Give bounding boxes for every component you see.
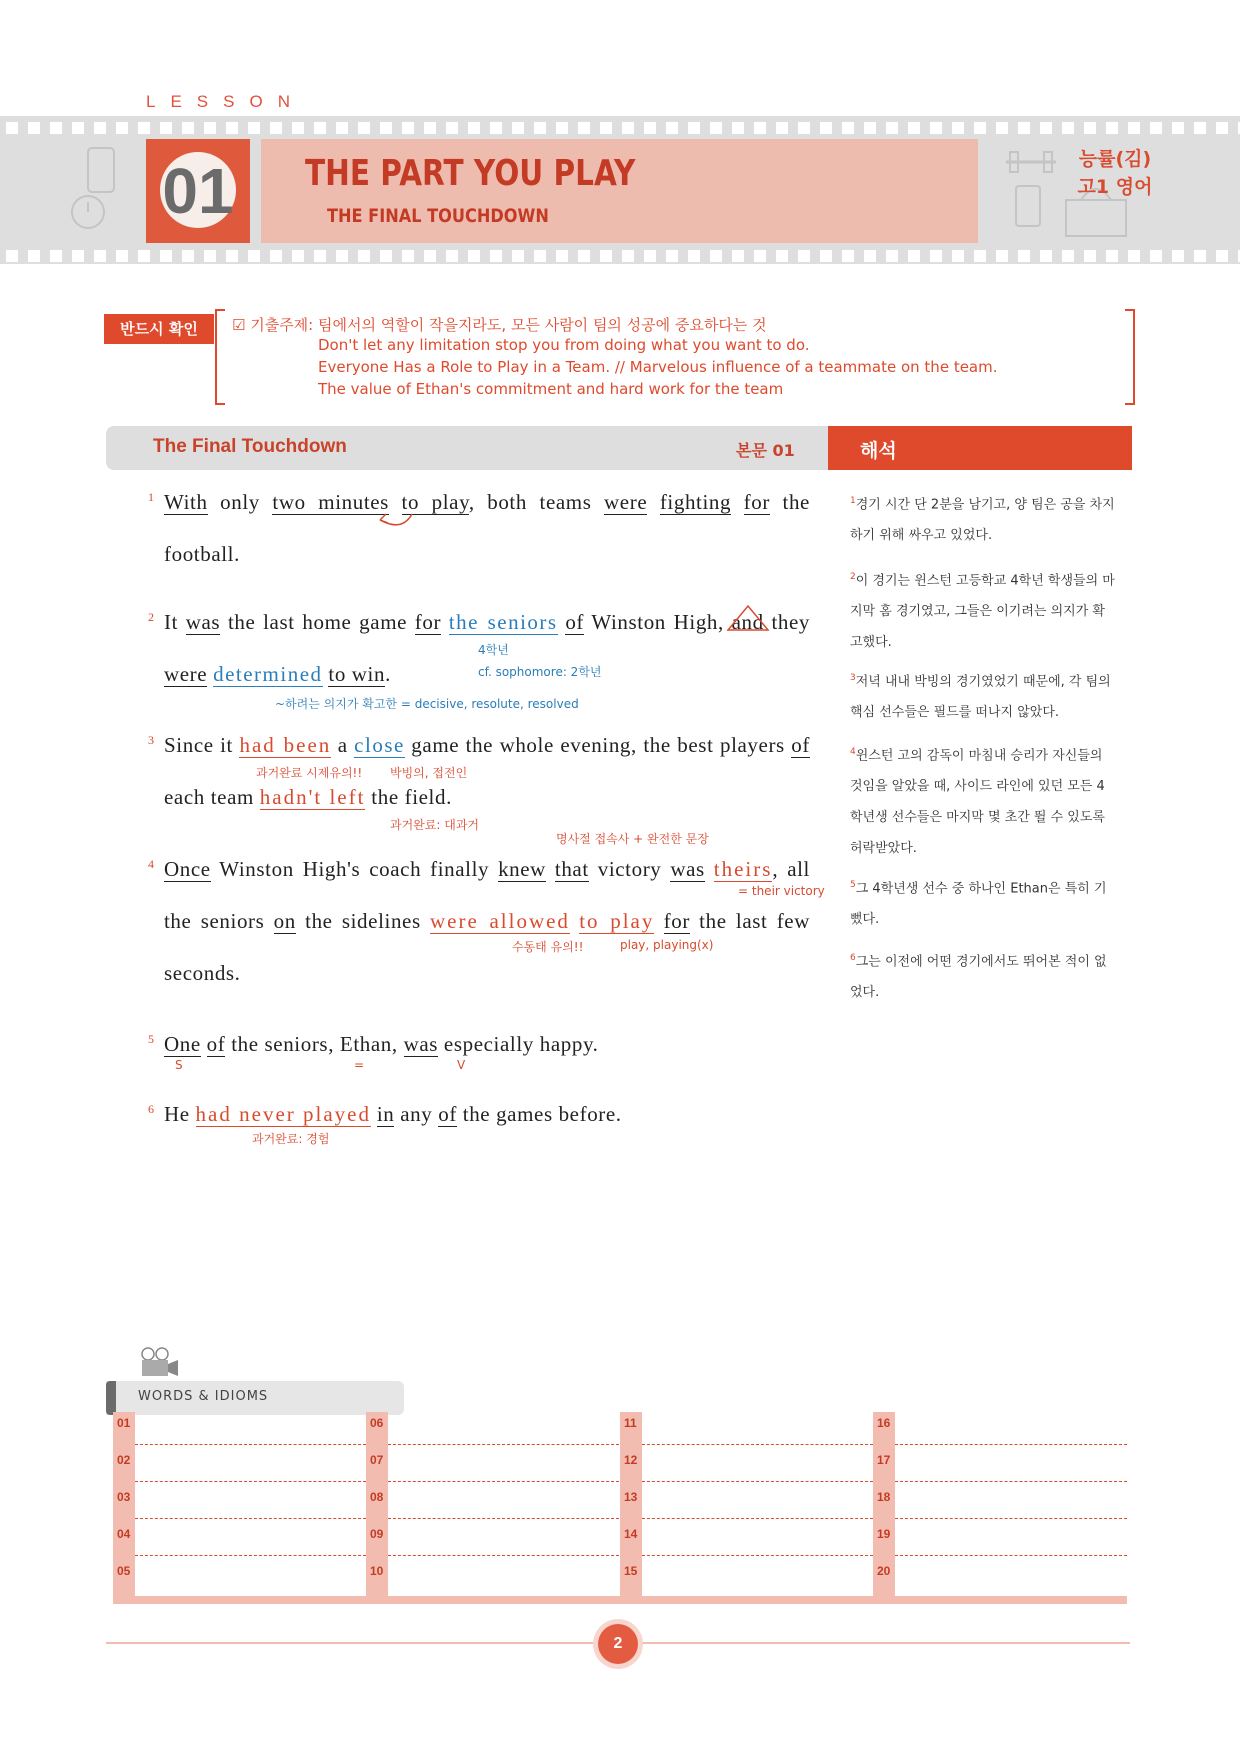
film-hole: [842, 250, 854, 262]
film-hole: [336, 122, 348, 134]
film-hole: [424, 122, 436, 134]
film-hole: [578, 250, 590, 262]
film-hole: [996, 250, 1008, 262]
film-hole: [534, 122, 546, 134]
film-hole: [490, 122, 502, 134]
word-entry-number: 08: [370, 1490, 384, 1504]
film-hole: [160, 250, 172, 262]
sentence-1: [164, 476, 810, 580]
word-highlight: determined: [213, 662, 323, 686]
film-hole: [952, 250, 964, 262]
publisher-name: 능률(김): [1078, 148, 1152, 170]
film-hole: [820, 250, 832, 262]
translation-text: 그는 이전에 어떤 경기에서도 뛰어본 적이 없었다.: [850, 954, 1107, 1001]
word-entry-line[interactable]: [642, 1444, 873, 1445]
word-entry-line[interactable]: [895, 1481, 1127, 1482]
word-entry-number: 13: [624, 1490, 638, 1504]
text: the last home game: [220, 610, 415, 634]
film-hole: [468, 250, 480, 262]
film-hole: [292, 122, 304, 134]
film-hole: [886, 250, 898, 262]
word: that: [554, 857, 589, 881]
film-hole: [248, 250, 260, 262]
word: of: [791, 733, 810, 757]
film-hole: [754, 250, 766, 262]
text: a: [331, 733, 355, 757]
word-entry-line[interactable]: [388, 1518, 619, 1519]
text: Winston High,: [584, 610, 732, 634]
text: , all the seniors: [164, 857, 810, 933]
film-hole: [622, 250, 634, 262]
lesson-title: THE PART YOU PLAY: [305, 153, 636, 194]
film-hole: [1084, 122, 1096, 134]
translation-1: [850, 486, 1116, 551]
word-entry-number: 20: [877, 1564, 891, 1578]
conjunction-marked: [732, 596, 764, 648]
film-hole: [182, 122, 194, 134]
word: on: [273, 909, 296, 933]
film-hole: [402, 250, 414, 262]
text: the games before.: [456, 1102, 622, 1126]
film-hole: [666, 122, 678, 134]
sentence-number: 2: [148, 610, 154, 624]
film-hole: [512, 122, 524, 134]
film-hole: [710, 122, 722, 134]
word-highlight: had been: [239, 733, 332, 757]
word-entry-number: 06: [370, 1416, 384, 1430]
film-hole: [666, 250, 678, 262]
film-hole: [1128, 122, 1140, 134]
word: two minutes: [272, 490, 389, 514]
word-entry-line[interactable]: [135, 1481, 366, 1482]
word-entry-number: 03: [117, 1490, 131, 1504]
word: of: [565, 610, 585, 634]
film-hole: [1194, 250, 1206, 262]
text: the seniors, Ethan,: [225, 1032, 404, 1056]
text: each team: [164, 785, 260, 809]
film-hole: [1172, 250, 1184, 262]
film-hole: [974, 122, 986, 134]
topic-line-2: Don't let any limitation stop you from doing what you want to do.: [318, 336, 810, 354]
film-hole: [1062, 122, 1074, 134]
sentence-5: [164, 1018, 810, 1070]
text: He: [164, 1102, 196, 1126]
text: the football.: [164, 490, 810, 566]
text: Since it: [164, 733, 240, 757]
annotation: S: [175, 1058, 183, 1072]
word-entry-line[interactable]: [135, 1444, 366, 1445]
lesson-subtitle: THE FINAL TOUCHDOWN: [327, 205, 549, 227]
movie-camera-icon: [138, 1346, 182, 1380]
film-hole: [314, 122, 326, 134]
text: Winston High's coach finally: [210, 857, 499, 881]
film-hole: [908, 250, 920, 262]
film-hole: [974, 250, 986, 262]
film-hole: [358, 250, 370, 262]
text: It: [164, 610, 186, 634]
translation-2: [850, 562, 1116, 658]
translation-text: 윈스턴 고의 감독이 마침내 승리가 자신들의 것임을 알았을 때, 사이드 라인에 있던 모든 4학년생 선수들은 마지막 몇 초간 뛸 수 있도록 허락받았다.: [850, 748, 1105, 857]
annotation: 과거완료: 대과거: [390, 818, 480, 832]
translation-number: 2: [850, 572, 856, 582]
translation-number: 4: [850, 747, 856, 757]
film-hole: [270, 122, 282, 134]
translation-text: 경기 시간 단 2분을 남기고, 양 팀은 공을 차지하기 위해 싸우고 있었다.: [850, 497, 1115, 544]
word: was: [670, 857, 705, 881]
text: the last few seconds.: [164, 909, 810, 985]
words-idioms-label: WORDS & IDIOMS: [138, 1389, 269, 1404]
annotation: ~하려는 의지가 확고한 = decisive, resolute, resolved: [275, 697, 579, 711]
film-hole: [1062, 250, 1074, 262]
text: [371, 1102, 377, 1126]
text: game the whole evening, the best players: [404, 733, 792, 757]
word-highlight: the seniors: [448, 610, 558, 634]
text: only: [207, 490, 273, 514]
word-entry-number: 02: [117, 1453, 131, 1467]
film-hole: [468, 122, 480, 134]
annotation: 수동태 유의!!: [512, 940, 584, 954]
word-highlight: hadn't left: [259, 785, 366, 809]
film-hole: [842, 122, 854, 134]
film-hole: [72, 122, 84, 134]
translation-number: 3: [850, 673, 856, 683]
word-entry-line[interactable]: [895, 1555, 1127, 1556]
word: for: [414, 610, 442, 634]
word-entry-line[interactable]: [388, 1555, 619, 1556]
film-hole: [534, 250, 546, 262]
annotation: 과거완료 시제유의!!: [256, 766, 363, 780]
film-hole: [1106, 250, 1118, 262]
film-hole: [50, 250, 62, 262]
word-entry-line[interactable]: [895, 1518, 1127, 1519]
annotation: play, playing(x): [620, 938, 714, 952]
annotation: 4학년: [478, 643, 509, 657]
word-entry-number: 19: [877, 1527, 891, 1541]
film-hole: [996, 122, 1008, 134]
film-hole: [930, 250, 942, 262]
word-highlight: were allowed: [430, 909, 570, 933]
topic-line-4: The value of Ethan's commitment and hard work for the team: [318, 380, 784, 398]
word: for: [743, 490, 770, 514]
sentence-number: 4: [148, 857, 154, 871]
sentence-number: 1: [148, 490, 154, 504]
film-hole: [1084, 250, 1096, 262]
translation-text: 그 4학년생 선수 중 하나인 Ethan은 특히 기뻤다.: [850, 881, 1107, 928]
page-number: 2: [613, 1635, 623, 1652]
annotation: cf. sophomore: 2학년: [478, 665, 602, 679]
annotation: V: [457, 1058, 466, 1072]
text: .: [385, 662, 391, 686]
triangle-mark-icon: [726, 604, 770, 634]
film-hole: [380, 122, 392, 134]
word: in: [376, 1102, 395, 1126]
word-entry-line[interactable]: [135, 1518, 366, 1519]
annotation: =: [354, 1058, 365, 1072]
film-hole: [1018, 250, 1030, 262]
must-check-tag: 반드시 확인: [104, 314, 214, 344]
text: [441, 610, 449, 634]
annotation: = their victory: [738, 884, 825, 898]
text: [546, 857, 555, 881]
film-hole: [402, 122, 414, 134]
film-hole: [776, 250, 788, 262]
translation-3: [850, 663, 1116, 728]
film-hole: [1194, 122, 1206, 134]
film-hole: [424, 250, 436, 262]
film-hole: [886, 122, 898, 134]
word-highlight: to play: [579, 909, 655, 933]
arrow-annotation-icon: [372, 510, 420, 534]
word-entry-line[interactable]: [642, 1555, 873, 1556]
text: [570, 909, 579, 933]
film-hole: [952, 122, 964, 134]
word: of: [438, 1102, 457, 1126]
film-hole: [688, 250, 700, 262]
annotation: 과거완료: 경험: [252, 1132, 330, 1146]
film-hole: [1128, 250, 1140, 262]
film-hole: [776, 122, 788, 134]
film-hole: [138, 122, 150, 134]
text: the field.: [365, 785, 452, 809]
stopwatch-phone-icon: [66, 140, 126, 244]
film-holes-top: [0, 122, 1240, 134]
word-entry-number: 09: [370, 1527, 384, 1541]
film-hole: [1106, 122, 1118, 134]
film-hole: [798, 250, 810, 262]
word: was: [403, 1032, 439, 1056]
film-hole: [50, 122, 62, 134]
word: and: [731, 610, 764, 634]
film-hole: [732, 250, 744, 262]
film-hole: [1040, 250, 1052, 262]
film-hole: [512, 250, 524, 262]
film-hole: [1150, 250, 1162, 262]
word-entry-number: 15: [624, 1564, 638, 1578]
sentence-4: [164, 843, 810, 999]
section-title: The Final Touchdown: [153, 436, 347, 457]
word-entry-number: 07: [370, 1453, 384, 1467]
word-entry-number: 10: [370, 1564, 384, 1578]
topic-line-3: Everyone Has a Role to Play in a Team. // Marvelous influence of a teammate on the team.: [318, 358, 998, 376]
bracket-right: [1125, 309, 1135, 405]
text: victory: [588, 857, 671, 881]
film-hole: [1216, 250, 1228, 262]
film-hole: [446, 250, 458, 262]
film-hole: [820, 122, 832, 134]
word-entry-line[interactable]: [895, 1444, 1127, 1445]
translation-4: [850, 737, 1116, 864]
film-hole: [688, 122, 700, 134]
word: for: [663, 909, 690, 933]
word: to play: [401, 490, 469, 514]
word-entry-number: 16: [877, 1416, 891, 1430]
word-entry-line[interactable]: [135, 1555, 366, 1556]
film-hole: [226, 250, 238, 262]
film-hole: [754, 122, 766, 134]
word: was: [185, 610, 221, 634]
film-hole: [864, 122, 876, 134]
sentence-number: 3: [148, 733, 154, 747]
text: they: [763, 610, 810, 634]
film-hole: [1018, 122, 1030, 134]
lesson-number: 01: [162, 155, 234, 227]
film-hole: [930, 122, 942, 134]
film-hole: [248, 122, 260, 134]
bracket-left: [215, 309, 225, 405]
film-hole: [72, 250, 84, 262]
text: any: [394, 1102, 439, 1126]
film-hole: [6, 250, 18, 262]
word: With: [164, 490, 208, 514]
film-hole: [292, 250, 304, 262]
word-entry-number: 18: [877, 1490, 891, 1504]
film-hole: [600, 250, 612, 262]
film-hole: [1172, 122, 1184, 134]
translation-number: 1: [850, 496, 856, 506]
word-entry-number: 05: [117, 1564, 131, 1578]
word-highlight: theirs: [713, 857, 773, 881]
film-hole: [28, 122, 40, 134]
word-entry-number: 01: [117, 1416, 131, 1430]
word-entry-number: 04: [117, 1527, 131, 1541]
word-entry-line[interactable]: [642, 1481, 873, 1482]
film-hole: [6, 122, 18, 134]
annotation: 박빙의, 접전인: [390, 766, 468, 780]
film-hole: [710, 250, 722, 262]
film-hole: [314, 250, 326, 262]
section-number: 본문 01: [736, 441, 795, 460]
film-hole: [138, 250, 150, 262]
film-hole: [622, 122, 634, 134]
film-hole: [644, 122, 656, 134]
sentence-number: 6: [148, 1102, 154, 1116]
text: [705, 857, 714, 881]
text: especially happy.: [438, 1032, 599, 1056]
word-entry-number: 14: [624, 1527, 638, 1541]
annotation: 명사절 접속사 + 완전한 문장: [556, 832, 709, 846]
word: were: [604, 490, 648, 514]
translation-label: 해석: [860, 440, 897, 462]
word-entry-line[interactable]: [388, 1481, 619, 1482]
film-hole: [578, 122, 590, 134]
film-hole: [204, 250, 216, 262]
word: fighting: [659, 490, 732, 514]
film-hole: [204, 122, 216, 134]
text: [731, 490, 744, 514]
film-hole: [116, 250, 128, 262]
film-hole: [644, 250, 656, 262]
publisher-info: [1040, 145, 1190, 201]
sentence-number: 5: [148, 1032, 154, 1046]
words-idioms-tab-edge: [106, 1381, 116, 1415]
film-hole: [864, 250, 876, 262]
film-hole: [28, 250, 40, 262]
word: Once: [164, 857, 211, 881]
text: , both teams: [468, 490, 605, 514]
translation-6: [850, 943, 1116, 1008]
translation-text: 저녁 내내 박빙의 경기였었기 때문에, 각 팀의 핵심 선수들은 필드를 떠나지 않았다.: [850, 674, 1111, 721]
words-idioms-bottom-bar: [113, 1596, 1127, 1604]
film-hole: [1040, 122, 1052, 134]
film-hole: [556, 250, 568, 262]
film-hole: [1216, 122, 1228, 134]
film-hole: [798, 122, 810, 134]
film-hole: [160, 122, 172, 134]
film-hole: [1150, 122, 1162, 134]
text: [201, 1032, 207, 1056]
film-hole: [116, 122, 128, 134]
word: to win: [328, 662, 386, 686]
film-hole: [732, 122, 744, 134]
film-hole: [380, 250, 392, 262]
film-hole: [490, 250, 502, 262]
word-highlight: close: [354, 733, 405, 757]
film-hole: [600, 122, 612, 134]
text: [647, 490, 660, 514]
translation-number: 6: [850, 953, 856, 963]
word: of: [206, 1032, 226, 1056]
word-entry-number: 12: [624, 1453, 638, 1467]
translation-text: 이 경기는 윈스턴 고등학교 4학년 학생들의 마지막 홈 경기였고, 그들은 이기려는 의지가 확고했다.: [850, 573, 1115, 651]
word-entry-line[interactable]: [388, 1444, 619, 1445]
lesson-label: LESSON: [146, 92, 305, 111]
film-hole: [94, 250, 106, 262]
translation-number: 5: [850, 880, 856, 890]
film-holes-bottom: [0, 250, 1240, 262]
word: were: [164, 662, 208, 686]
text: [654, 909, 663, 933]
film-hole: [270, 250, 282, 262]
film-hole: [358, 122, 370, 134]
exam-topic-line: ☑ 기출주제: 팀에서의 역할이 작을지라도, 모든 사람이 팀의 성공에 중요하다는 것: [232, 316, 767, 334]
word: knew: [498, 857, 546, 881]
course-name: 고1 영어: [1077, 176, 1153, 198]
word: One: [164, 1032, 201, 1056]
film-hole: [556, 122, 568, 134]
film-hole: [336, 250, 348, 262]
word-entry-line[interactable]: [642, 1518, 873, 1519]
film-hole: [446, 122, 458, 134]
film-hole: [182, 250, 194, 262]
film-hole: [908, 122, 920, 134]
word-entry-number: 17: [877, 1453, 891, 1467]
text: the sidelines: [295, 909, 430, 933]
word-entry-number: 11: [624, 1416, 637, 1430]
word-highlight: had never played: [195, 1102, 371, 1126]
film-hole: [94, 122, 106, 134]
film-hole: [226, 122, 238, 134]
translation-5: [850, 870, 1116, 935]
